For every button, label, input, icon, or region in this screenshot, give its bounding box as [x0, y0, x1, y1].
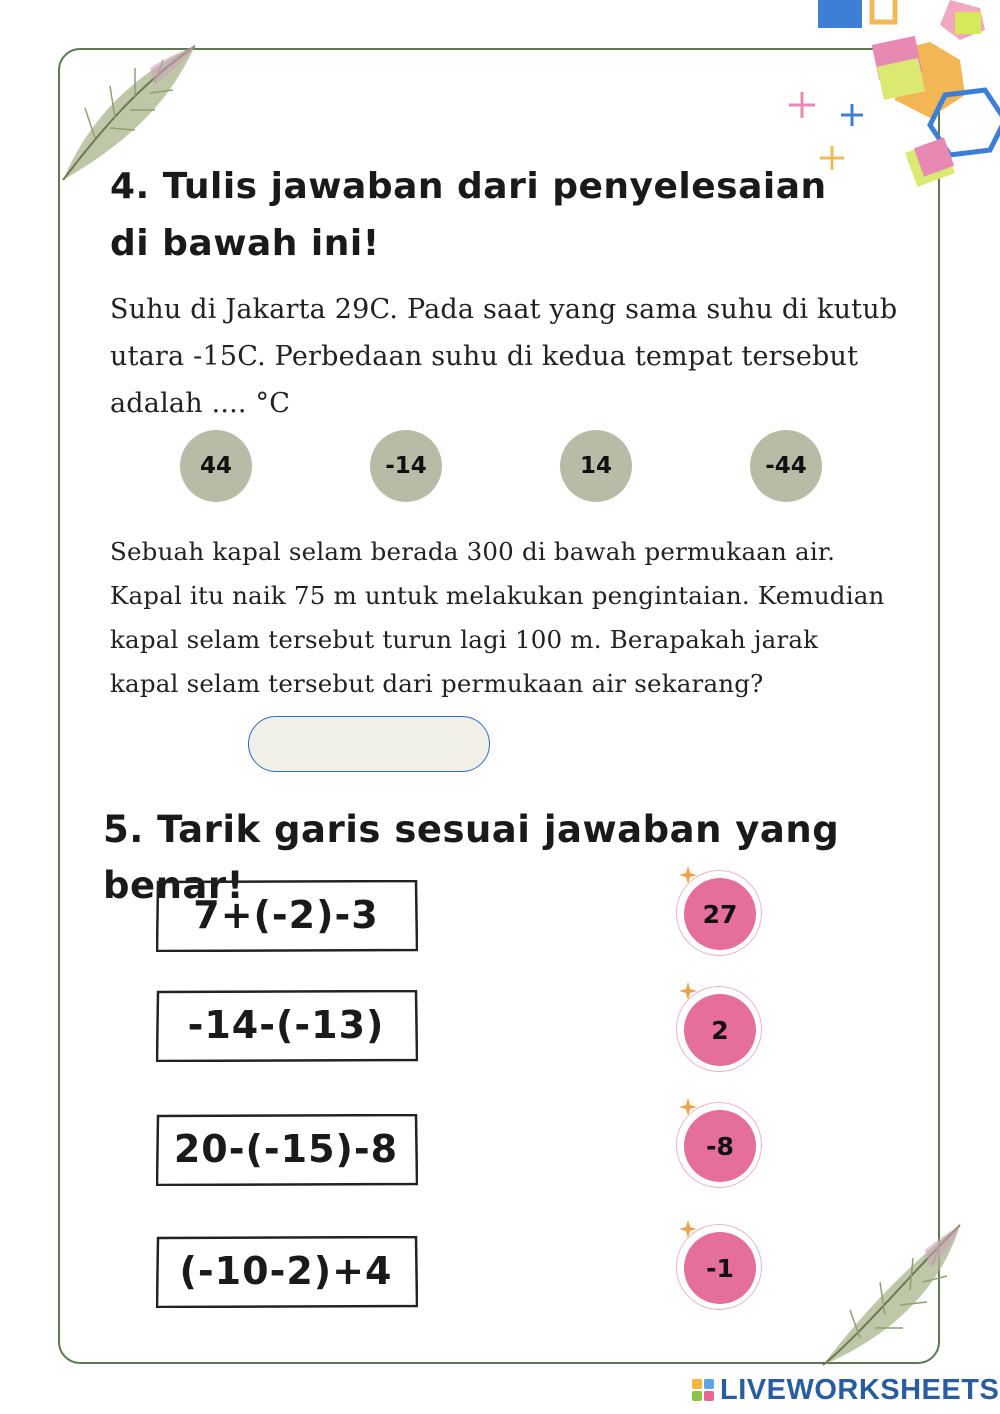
expression-text: -14-(-13) [187, 1003, 385, 1047]
brand-logo [692, 1372, 999, 1408]
answer-option-4[interactable]: -44 [750, 430, 822, 502]
question-2-text: Sebuah kapal selam berada 300 di bawah permukaan air. Kapal itu naik 75 m untuk melakukan pengintaian. Kemudian kapal selam tersebut turun lagi 100 m. Berapakah jarak kapal selam tersebut dari permukaan air sekarang? [110, 537, 885, 698]
answer-circle-1[interactable] [676, 870, 766, 960]
section-4-heading: 4. Tulis jawaban dari penyelesaian di bawah ini! [110, 166, 827, 264]
answer-option-3[interactable]: 14 [560, 430, 632, 502]
question-1-text: Suhu di Jakarta 29C. Pada saat yang sama suhu di kutub utara -15C. Perbedaan suhu di kedua tempat tersebut adalah .... °C [110, 294, 898, 419]
brand-grid-icon [692, 1379, 714, 1401]
answer-input[interactable] [248, 716, 490, 772]
feather-icon [815, 1220, 965, 1370]
answer-value: -8 [684, 1110, 756, 1182]
answer-value: -1 [684, 1232, 756, 1304]
answer-option-2[interactable]: -14 [370, 430, 442, 502]
answer-circle-2[interactable] [676, 986, 766, 1076]
expression-box-1[interactable] [156, 880, 416, 950]
section-5-heading: 5. Tarik garis sesuai jawaban yang benar! [103, 808, 840, 907]
answer-option-1[interactable]: 44 [180, 430, 252, 502]
expression-text: 20-(-15)-8 [173, 1127, 399, 1171]
answer-value: 27 [684, 878, 756, 950]
expression-text: 7+(-2)-3 [193, 893, 379, 937]
brand-name: LIVEWORKSHEETS [720, 1373, 1000, 1406]
answer-value: 2 [684, 994, 756, 1066]
answer-circle-3[interactable] [676, 1102, 766, 1192]
expression-text: (-10-2)+4 [179, 1249, 393, 1293]
answer-circle-4[interactable] [676, 1224, 766, 1314]
expression-box-2[interactable] [156, 990, 416, 1060]
expression-box-3[interactable] [156, 1114, 416, 1184]
expression-box-4[interactable] [156, 1236, 416, 1306]
